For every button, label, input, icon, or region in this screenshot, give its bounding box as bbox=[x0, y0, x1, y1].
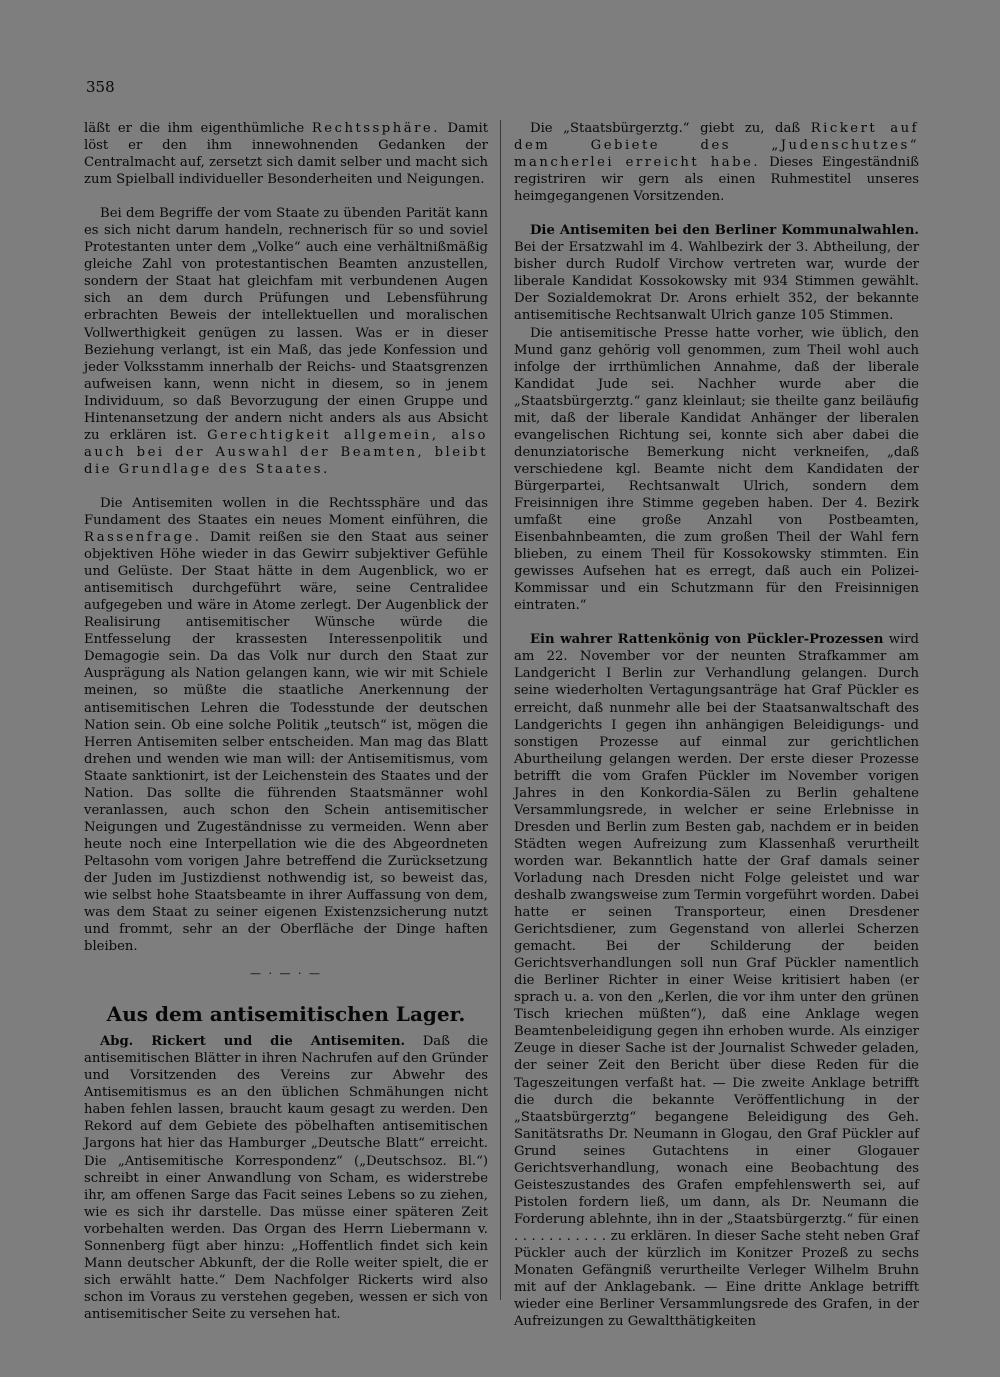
left-column bbox=[84, 120, 489, 1322]
section-title: Aus dem antisemitischen Lager. bbox=[106, 1002, 466, 1027]
text-run: Bei der Ersatzwahl im 4. Wahlbezirk der 3. Abtheilung, der bisher durch Rudolf Virchow vertreten war, wurde der liberale Kandidat Kossokowsky mit 934 Stimmen gewählt. Der Sozialdemokrat Dr. Arons erhielt 352, der bekannte antisemitische Rechtsanwalt Ulrich ganze 105 Stimmen. bbox=[514, 240, 919, 324]
article-paragraph bbox=[514, 631, 919, 1330]
article-headline: Ein wahrer Rattenkönig von Pückler-Prozessen bbox=[530, 632, 884, 648]
spaced-emphasis: Rickert auf dem Gebiete des „Judenschutzes“ mancherlei erreicht habe. bbox=[514, 121, 919, 171]
text-run: Damit löst er den ihm innewohnenden Gedanken der Centralmacht auf, zersetzt sich damit selber und macht sich zum Spielball individueller Besonderheiten und Neigungen. bbox=[84, 121, 489, 188]
text-run: wird am 22. November vor der neunten Strafkammer am Landgericht I Berlin zur Verhandlung gelangen. Durch seine wiederholten Vertagungsanträge hat Graf Pückler es erreicht, daß nunmehr alle bei der Staatsanwaltschaft des Landgerichts I gegen ihn anhängigen Beleidigungs- und sonstigen Prozesse auf einmal zur gerichtlichen Aburtheilung gelangen werden. Der erste dieser Prozesse betrifft die vom Grafen Pückler im November vorigen Jahres in den Konkordia-Sälen zu Berlin gehaltene Versammlungsrede, in welcher er seine Erlebnisse in Dresden und Berlin zum Besten gab, nachdem er in beiden Städten wegen Aufreizung zum Klassenhaß verurtheilt worden war. Bekanntlich hatte der Graf damals seiner Vorladung nach Dresden nicht Folge geleistet und war deshalb zwangsweise zum Termin vorgeführt worden. Dabei hatte er seinen Transporteur, einen Dresdener Gerichtsdiener, zum Gegenstand von allerlei Scherzen gemacht. Bei der Schilderung der beiden Gerichtsverhandlungen soll nun Graf Pückler namentlich die Berliner Richter in einer Weise kritisiert haben (er sprach u. a. von den „Kerlen, die vor ihm unter den grünen Tisch kriechen müßten“), daß eine Anklage wegen Beamtenbeleidigung gegen ihn erhoben wurde. Als einziger Zeuge in dieser Sache ist der Journalist Schweder geladen, der seiner Zeit den Bericht über diese Reden für die Tageszeitungen verfaßt hat. — Die zweite Anklage betrifft die durch die bekannte Veröffentlichung in der „Staatsbürgerztg“ begangene Beleidigung des Geh. Sanitätsraths Dr. Neumann in Glogau, den Graf Pückler auf Grund seines Gutachtens in einer Glogauer Gerichtsverhandlung, wonach eine Beobachtung des Geisteszustandes des Grafen empfehlenswerth sei, auf Pistolen fordern ließ, um dann, als Dr. Neumann die Forderung ablehnte, ihn in der „Staatsbürgerztg.“ für einen . . . . . . . . . . . zu erklären. In dieser Sache steht neben Graf Pückler auch der kürzlich im Konitzer Prozeß zu sechs Monaten Gefängniß verurtheilte Verleger Wilhelm Bruhn mit auf der Anklagebank. — Eine dritte Anklage betrifft wieder eine Berliner Versammlungsrede des Grafen, in der Aufreizungen zu Gewaltthätigkeiten bbox=[514, 632, 919, 1330]
paragraph bbox=[514, 325, 919, 615]
page-number: 358 bbox=[86, 78, 115, 96]
article-headline: Die Antisemiten bei den Berliner Kommunalwahlen. bbox=[530, 223, 919, 239]
column-divider bbox=[500, 120, 501, 1300]
text-run: Dieses Eingeständniß registriren wir gern als einen Ruhmestitel unseres heimgegangenen Vorsitzenden. bbox=[514, 155, 919, 205]
text-run: Die antisemitische Presse hatte vorher, wie üblich, den Mund ganz gehörig voll genommen, zum Theil wohl auch infolge der irrthümlichen Annahme, daß der liberale Kandidat Jude sei. Nachher wurde aber die „Staatsbürgerztg.“ ganz kleinlaut; sie theilte ganz beiläufig mit, daß der liberale Kandidat Anhänger der liberalen evangelischen Richtung sei, konnte sich aber dabei die denunziatorische Bemerkung nicht verkneifen, „daß verschiedene kgl. Beamte nicht dem Kandidaten der Bürgerpartei, Rechtsanwalt Ulrich, sondern dem Freisinnigen ihre Stimme gegeben haben. Der 4. Bezirk umfaßt eine große Anzahl von Postbeamten, Eisenbahnbeamten, die zum großen Theil der Wahl fern blieben, zu einem Theil für Kossokowsky stimmten. Ein gewisses Aufsehen hat es erregt, daß auch ein Polizei-Kommissar und ein Schutzmann für den Freisinnigen eintraten.“ bbox=[514, 325, 919, 614]
paragraph bbox=[84, 120, 488, 188]
spaced-emphasis: Gerechtigkeit allgemein, also auch bei der Auswahl der Beamten, bleibt die Grundlage des Staates. bbox=[84, 427, 488, 477]
text-run: läßt er die ihm eigenthümliche bbox=[84, 121, 312, 136]
right-column bbox=[514, 120, 919, 1330]
text-run: Damit reißen sie den Staat aus seiner objektiven Höhe wieder in das Gewirr subjektiver Gefühle und Gelüste. Der Staat hätte in dem Augenblick, wo er antisemitisch durchgeführt wäre, seine Centralidee aufgegeben und wäre in Atome zerlegt. Der Augenblick der Realisirung antisemitischer Wünsche würde die Entfesselung der krassesten Interessenpolitik und Demagogie sein. Da das Volk nur durch den Staat zur Ausprägung als Nation gelangen kann, wie wir mit Schiele meinen, so müßte die staatliche Anerkennung der antisemitischen Lehren die Todesstunde der deutschen Nation sein. Ob eine solche Politik „teutsch“ ist, mögen die Herren Antisemiten selber entscheiden. Man mag das Blatt drehen und wenden wie man will: der Antisemitismus, vom Staate sanktionirt, ist der Leichenstein des Staates und der Nation. Das sollte die führenden Staatsmänner wohl veranlassen, auch schon den Schein antisemitischer Neigungen und Zugeständnisse zu vermeiden. Wenn aber heute noch eine Interpellation wie die des Abgeordneten Peltasohn vom vorigen Jahre betreffend die Zurücksetzung der Juden im Justizdienst nothwendig ist, so beweist das, wie selbst hohe Staatsbeamte in ihrer Auffassung von dem, was dem Staat zu seiner eigenen Existenzsicherung nutzt und frommt, sehr an der Oberfläche der Dinge haften bleiben. bbox=[84, 530, 488, 955]
spaced-emphasis: Rechtssphäre. bbox=[311, 121, 440, 136]
paragraph bbox=[84, 495, 488, 955]
article-paragraph bbox=[514, 222, 919, 324]
article-paragraph bbox=[84, 1033, 488, 1323]
spaced-emphasis: Rassenfrage. bbox=[84, 530, 202, 546]
text-run: Daß die antisemitischen Blätter in ihren Nachrufen auf den Gründer und Vorsitzenden des Vereins zur Abwehr des Antisemitismus es an den üblichen Schmähungen nicht haben fehlen lassen, braucht kaum gesagt zu werden. Den Rekord auf dem Gebiete des pöbelhaften antisemitischen Jargons hat hier das Hamburger „Deutsche Blatt“ erreicht. Die „Antisemitische Korrespondenz“ („Deutschsoz. Bl.“) schreibt in einer Anwandlung von Scham, es widerstrebe ihr, am offenen Sarge das Facit seines Lebens so zu ziehen, wie es sich ihr darstelle. Das müsse einer späteren Zeit vorbehalten werden. Das Organ des Herrn Liebermann v. Sonnenberg fügt aber hinzu: „Hoffentlich findet sich kein Mann deutscher Abkunft, der die Rolle weiter spielt, die er sich erwählt hatte.“ Dem Nachfolger Rickerts wird also schon im Voraus zu verstehen gegeben, wessen er sich von antisemitischer Seite zu versehen hat. bbox=[84, 1034, 489, 1322]
article-headline: Abg. Rickert und die Antisemiten. bbox=[100, 1034, 406, 1050]
text-run: Die Antisemiten wollen in die Rechtssphäre und das Fundament des Staates ein neues Moment einführen, die bbox=[84, 495, 488, 528]
text-run: Bei dem Begriffe der vom Staate zu übenden Parität kann es sich nicht darum handeln, rechnerisch für so und soviel Protestanten unter dem „Volke“ auch eine verhältnißmäßig gleiche Zahl von protestantischen Beamten anzustellen, sondern der Staat hat gleichfam mit verbundenen Augen sich an dem durch Prüfungen und Lebensführung erbrachten Beweis der intellektuellen und moralischen Vollwerthigkeit genügen zu lassen. Was er in dieser Beziehung verlangt, ist ein Maß, das jede Konfession und jeder Volksstamm innerhalb der Reichs- und Staatsgrenzen aufweisen kann, wenn nicht in diesem, so in jenem Individuum, so daß Bevorzugung der einen Gruppe und Hintenansetzung der andern nicht anders als aus Absicht zu erklären ist. bbox=[84, 206, 488, 443]
paragraph bbox=[514, 120, 919, 205]
section-separator: — · — · — bbox=[250, 967, 322, 981]
text-run: Die „Staatsbürgerztg.“ giebt zu, daß bbox=[530, 121, 811, 136]
paragraph bbox=[84, 205, 488, 478]
